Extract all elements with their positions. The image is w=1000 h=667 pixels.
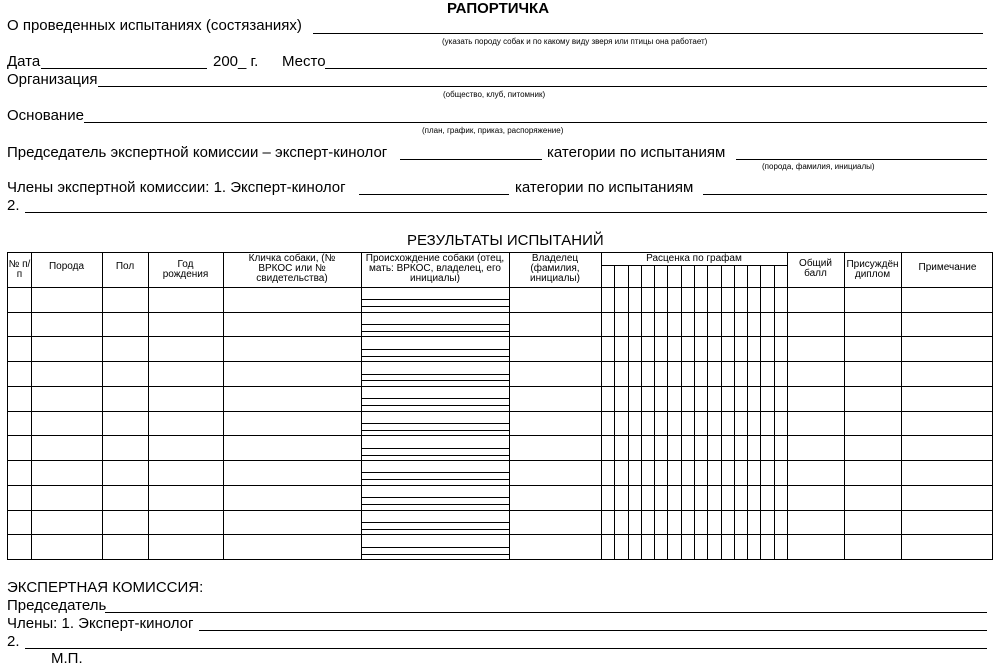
origin-subline: [361, 374, 509, 375]
score-subcol-divider: [667, 265, 668, 559]
origin-subline: [361, 554, 509, 555]
member-category-label: категории по испытаниям: [515, 179, 694, 196]
members-label: Члены экспертной комиссии: 1. Эксперт-кинолог: [7, 179, 346, 196]
origin-subline: [361, 479, 509, 480]
score-subcol-divider: [760, 265, 761, 559]
footer-chairman-field[interactable]: [105, 612, 987, 613]
year-label: 200_ г.: [213, 53, 259, 70]
footer-members-label: Члены: 1. Эксперт-кинолог: [7, 615, 194, 632]
results-table: [7, 252, 993, 560]
commission-title: ЭКСПЕРТНАЯ КОМИССИЯ:: [7, 579, 204, 596]
origin-subline: [361, 472, 509, 473]
col-divider: [787, 253, 788, 559]
table-row[interactable]: [8, 460, 992, 461]
col-divider: [901, 253, 902, 559]
header-total: Общий балл: [799, 258, 832, 279]
table-row[interactable]: [8, 510, 992, 511]
col-divider: [601, 253, 602, 559]
col-divider: [148, 253, 149, 559]
score-subcol-divider: [721, 265, 722, 559]
header-scores: Расценка по графам: [646, 253, 742, 264]
origin-subline: [361, 306, 509, 307]
place-field[interactable]: [325, 68, 987, 69]
footer-member2-label: 2.: [7, 633, 20, 650]
score-subcol-divider: [614, 265, 615, 559]
org-hint: (общество, клуб, питомник): [443, 90, 546, 99]
col-divider: [223, 253, 224, 559]
member2-field[interactable]: [25, 212, 987, 213]
chairman-category-field[interactable]: [736, 159, 987, 160]
chairman-hint: (порода, фамилия, инициалы): [762, 162, 875, 171]
score-subcol-divider: [681, 265, 682, 559]
about-field[interactable]: [313, 33, 983, 34]
header-breed: Порода: [48, 261, 85, 272]
score-subcol-divider: [641, 265, 642, 559]
basis-label: Основание: [7, 107, 84, 124]
origin-subline: [361, 398, 509, 399]
score-subcol-divider: [707, 265, 708, 559]
about-label: О проведенных испытаниях (состязаниях): [7, 17, 302, 34]
member-category-field[interactable]: [703, 194, 987, 195]
member1-field[interactable]: [359, 194, 509, 195]
origin-subline: [361, 331, 509, 332]
origin-subline: [361, 380, 509, 381]
footer-member1-field[interactable]: [199, 630, 987, 631]
table-row[interactable]: [8, 386, 992, 387]
origin-subline: [361, 405, 509, 406]
chairman-field[interactable]: [400, 159, 542, 160]
table-title: РЕЗУЛЬТАТЫ ИСПЫТАНИЙ: [407, 232, 604, 249]
footer-chairman-label: Председатель: [7, 597, 107, 614]
stamp-label: М.П.: [51, 650, 83, 667]
origin-subline: [361, 356, 509, 357]
date-label: Дата: [7, 53, 41, 70]
origin-subline: [361, 529, 509, 530]
basis-field[interactable]: [84, 122, 987, 123]
origin-subline: [361, 324, 509, 325]
score-subcol-divider: [628, 265, 629, 559]
chairman-label: Председатель экспертной комиссии – эксперт-кинолог: [7, 144, 388, 161]
score-subcol-divider: [747, 265, 748, 559]
org-field[interactable]: [98, 86, 987, 87]
member2-label: 2.: [7, 197, 20, 214]
origin-subline: [361, 504, 509, 505]
score-subcol-divider: [694, 265, 695, 559]
origin-subline: [361, 423, 509, 424]
score-subcol-divider: [774, 265, 775, 559]
chairman-category-label: категории по испытаниям: [547, 144, 726, 161]
about-hint: (указать породу собак и по какому виду зверя или птицы она работает): [442, 37, 708, 46]
origin-subline: [361, 455, 509, 456]
table-row[interactable]: [8, 336, 992, 337]
table-row[interactable]: [8, 312, 992, 313]
table-row[interactable]: [8, 534, 992, 535]
date-field[interactable]: [41, 68, 207, 69]
place-label: Место: [282, 53, 326, 70]
origin-subline: [361, 522, 509, 523]
table-row[interactable]: [8, 411, 992, 412]
org-label: Организация: [7, 71, 98, 88]
header-diploma: Присуждён диплом: [846, 259, 899, 280]
col-divider: [31, 253, 32, 559]
origin-subline: [361, 430, 509, 431]
header-owner: Владелец (фамилия, инициалы): [530, 253, 580, 284]
header-num: № п/п: [8, 259, 31, 280]
col-divider: [102, 253, 103, 559]
table-row[interactable]: [8, 485, 992, 486]
header-note: Примечание: [918, 262, 977, 273]
score-subcol-divider: [654, 265, 655, 559]
table-row[interactable]: [8, 435, 992, 436]
origin-subline: [361, 349, 509, 350]
header-year: Год рождения: [162, 259, 209, 280]
basis-hint: (план, график, приказ, распоряжение): [422, 126, 564, 135]
score-subcol-divider: [734, 265, 735, 559]
origin-subline: [361, 497, 509, 498]
origin-subline: [361, 448, 509, 449]
table-row[interactable]: [8, 361, 992, 362]
form-title: РАПОРТИЧКА: [447, 0, 550, 17]
header-name: Кличка собаки, (№ ВРКОС или № свидетельства): [248, 253, 336, 284]
header-origin: Происхождение собаки (отец, мать: ВРКОС, владелец, его инициалы): [365, 253, 505, 284]
origin-subline: [361, 299, 509, 300]
header-sex: Пол: [115, 261, 135, 272]
col-divider: [844, 253, 845, 559]
origin-subline: [361, 547, 509, 548]
col-divider: [509, 253, 510, 559]
footer-member2-field[interactable]: [25, 648, 987, 649]
